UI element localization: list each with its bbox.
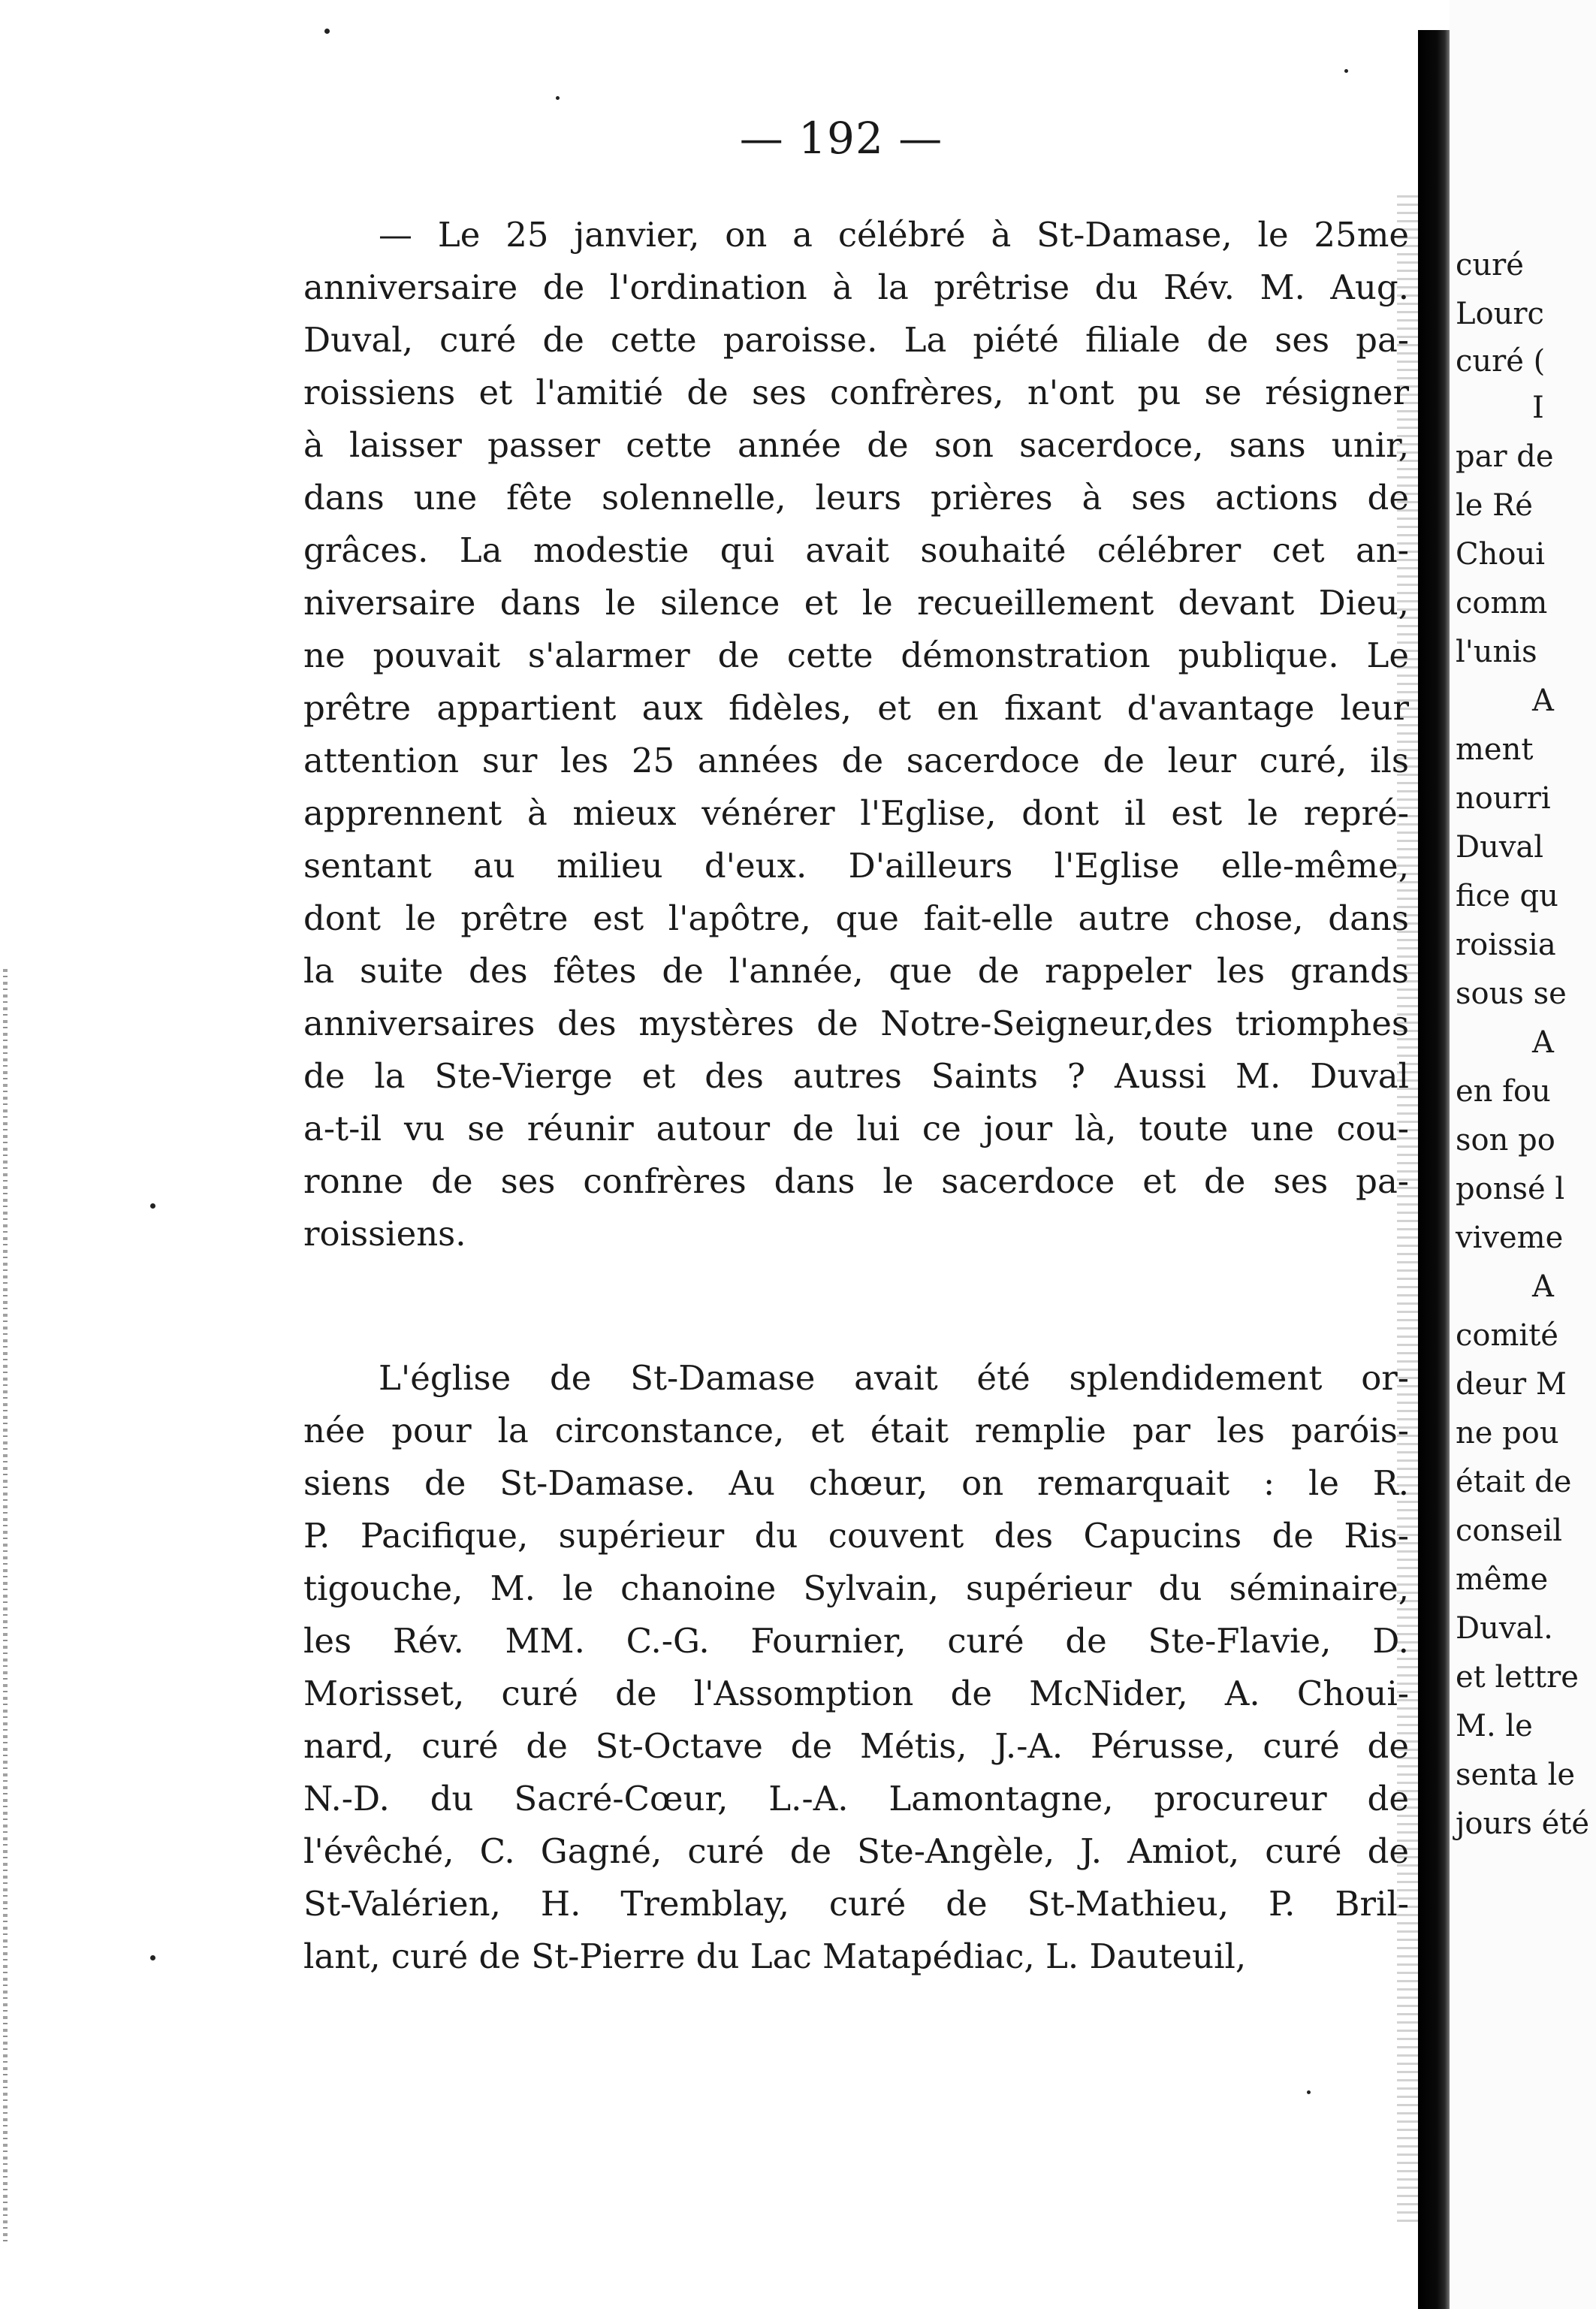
- adjacent-page-fragment: ment: [1456, 732, 1534, 767]
- text-line: P. Pacifique, supérieur du couvent des Capucins de Ris-: [303, 1516, 1409, 1556]
- adjacent-page-fragment: A: [1532, 684, 1554, 718]
- text-line: ne pouvait s'alarmer de cette démonstration publique. Le: [303, 635, 1409, 675]
- text-line: — Le 25 janvier, on a célébré à St-Damase, le 25me: [379, 215, 1409, 255]
- adjacent-page-fragment: senta le: [1456, 1758, 1576, 1792]
- scan-edge-artifact: [3, 969, 8, 2246]
- page-gutter-shadow: [1418, 30, 1450, 2309]
- adjacent-page-fragment: viveme: [1456, 1221, 1564, 1255]
- adjacent-page-fragment: ne pou: [1456, 1416, 1559, 1450]
- text-line: la suite des fêtes de l'année, que de rappeler les grands: [303, 951, 1409, 991]
- text-line: N.-D. du Sacré-Cœur, L.-A. Lamontagne, procureur de: [303, 1779, 1409, 1819]
- text-line: siens de St-Damase. Au chœur, on remarquait : le R.: [303, 1463, 1409, 1503]
- adjacent-page-fragment: Choui: [1456, 537, 1546, 572]
- adjacent-page-fragment: comm: [1456, 586, 1548, 620]
- adjacent-page-fragment: comité: [1456, 1318, 1558, 1353]
- text-line: St-Valérien, H. Tremblay, curé de St-Mathieu, P. Bril-: [303, 1884, 1409, 1924]
- text-line: sentant au milieu d'eux. D'ailleurs l'Eglise elle-même,: [303, 846, 1409, 886]
- adjacent-page-fragment: A: [1532, 1269, 1554, 1304]
- text-line: a-t-il vu se réunir autour de lui ce jour là, toute une cou-: [303, 1109, 1409, 1148]
- paragraph-2: [303, 1352, 1409, 1983]
- text-line: apprennent à mieux vénérer l'Eglise, dont il est le repré-: [303, 793, 1409, 833]
- text-line: attention sur les 25 années de sacerdoce de leur curé, ils: [303, 741, 1409, 780]
- scan-speck: [1344, 69, 1348, 73]
- text-line: dans une fête solennelle, leurs prières à ses actions de: [303, 478, 1409, 518]
- text-line: anniversaire de l'ordination à la prêtrise du Rév. M. Aug.: [303, 267, 1409, 307]
- adjacent-page-fragment: roissia: [1456, 928, 1556, 962]
- scan-speck: [556, 96, 560, 100]
- text-line: l'évêché, C. Gagné, curé de Ste-Angèle, J. Amiot, curé de: [303, 1831, 1409, 1871]
- text-line: grâces. La modestie qui avait souhaité célébrer cet an-: [303, 530, 1409, 570]
- adjacent-page-fragment: jours été: [1456, 1806, 1590, 1841]
- adjacent-page-fragment: était de: [1456, 1465, 1572, 1499]
- adjacent-page-fragment: Lourc: [1456, 297, 1544, 331]
- text-line: les Rév. MM. C.-G. Fournier, curé de Ste-Flavie, D.: [303, 1621, 1409, 1661]
- adjacent-page-fragment: le Ré: [1456, 488, 1533, 523]
- adjacent-page-fragment: en fou: [1456, 1074, 1551, 1109]
- text-line: L'église de St-Damase avait été splendidement or-: [379, 1358, 1409, 1398]
- adjacent-page-fragment: par de: [1456, 439, 1554, 474]
- page-number: — 192 —: [739, 113, 943, 164]
- scan-speck: [324, 29, 330, 34]
- text-line: niversaire dans le silence et le recueillement devant Dieu,: [303, 583, 1409, 623]
- adjacent-page-fragment: conseil: [1456, 1514, 1563, 1548]
- adjacent-page-fragment: sous se: [1456, 976, 1567, 1011]
- text-line: roissiens et l'amitié de ses confrères, n'ont pu se résigner: [303, 373, 1409, 412]
- paragraph-1: [303, 209, 1409, 1260]
- text-line: lant, curé de St-Pierre du Lac Matapédiac, L. Dauteuil,: [303, 1936, 1247, 1976]
- text-line: de la Ste-Vierge et des autres Saints ? Aussi M. Duval: [303, 1056, 1409, 1096]
- text-line: prêtre appartient aux fidèles, et en fixant d'avantage leur: [303, 688, 1409, 728]
- adjacent-page-fragment: deur M: [1456, 1367, 1567, 1402]
- adjacent-page-fragment: son po: [1456, 1123, 1555, 1158]
- text-line: née pour la circonstance, et était remplie par les paróis-: [303, 1411, 1409, 1450]
- adjacent-page-fragment: curé (: [1456, 344, 1546, 379]
- text-line: anniversaires des mystères de Notre-Seigneur,des triomphes: [303, 1004, 1409, 1043]
- scan-speck: [150, 1203, 155, 1209]
- adjacent-page-fragment: même: [1456, 1562, 1549, 1597]
- scan-speck: [1307, 2090, 1311, 2094]
- adjacent-page-fragment: ponsé l: [1456, 1172, 1565, 1206]
- adjacent-page-strip: [1450, 0, 1596, 2309]
- text-line: à laisser passer cette année de son sacerdoce, sans unir,: [303, 425, 1409, 465]
- adjacent-page-fragment: l'unis: [1456, 635, 1537, 669]
- adjacent-page-fragment: M. le: [1456, 1709, 1533, 1743]
- adjacent-page-fragment: fice qu: [1456, 879, 1558, 913]
- text-line: Morisset, curé de l'Assomption de McNider, A. Choui-: [303, 1674, 1409, 1713]
- text-line: roissiens.: [303, 1214, 466, 1254]
- text-line: nard, curé de St-Octave de Métis, J.-A. Pérusse, curé de: [303, 1726, 1409, 1766]
- text-line: tigouche, M. le chanoine Sylvain, supérieur du séminaire,: [303, 1568, 1409, 1608]
- text-line: Duval, curé de cette paroisse. La piété filiale de ses pa-: [303, 320, 1409, 360]
- adjacent-page-fragment: I: [1532, 391, 1544, 425]
- adjacent-page-fragment: Duval.: [1456, 1611, 1553, 1646]
- text-line: dont le prêtre est l'apôtre, que fait-elle autre chose, dans: [303, 898, 1409, 938]
- adjacent-page-fragment: et lettre: [1456, 1660, 1579, 1695]
- adjacent-page-fragment: Duval: [1456, 830, 1544, 865]
- adjacent-page-fragment: nourri: [1456, 781, 1551, 816]
- text-line: ronne de ses confrères dans le sacerdoce et de ses pa-: [303, 1161, 1409, 1201]
- adjacent-page-fragment: curé: [1456, 248, 1524, 282]
- adjacent-page-fragment: A: [1532, 1025, 1554, 1060]
- scan-speck: [150, 1955, 155, 1960]
